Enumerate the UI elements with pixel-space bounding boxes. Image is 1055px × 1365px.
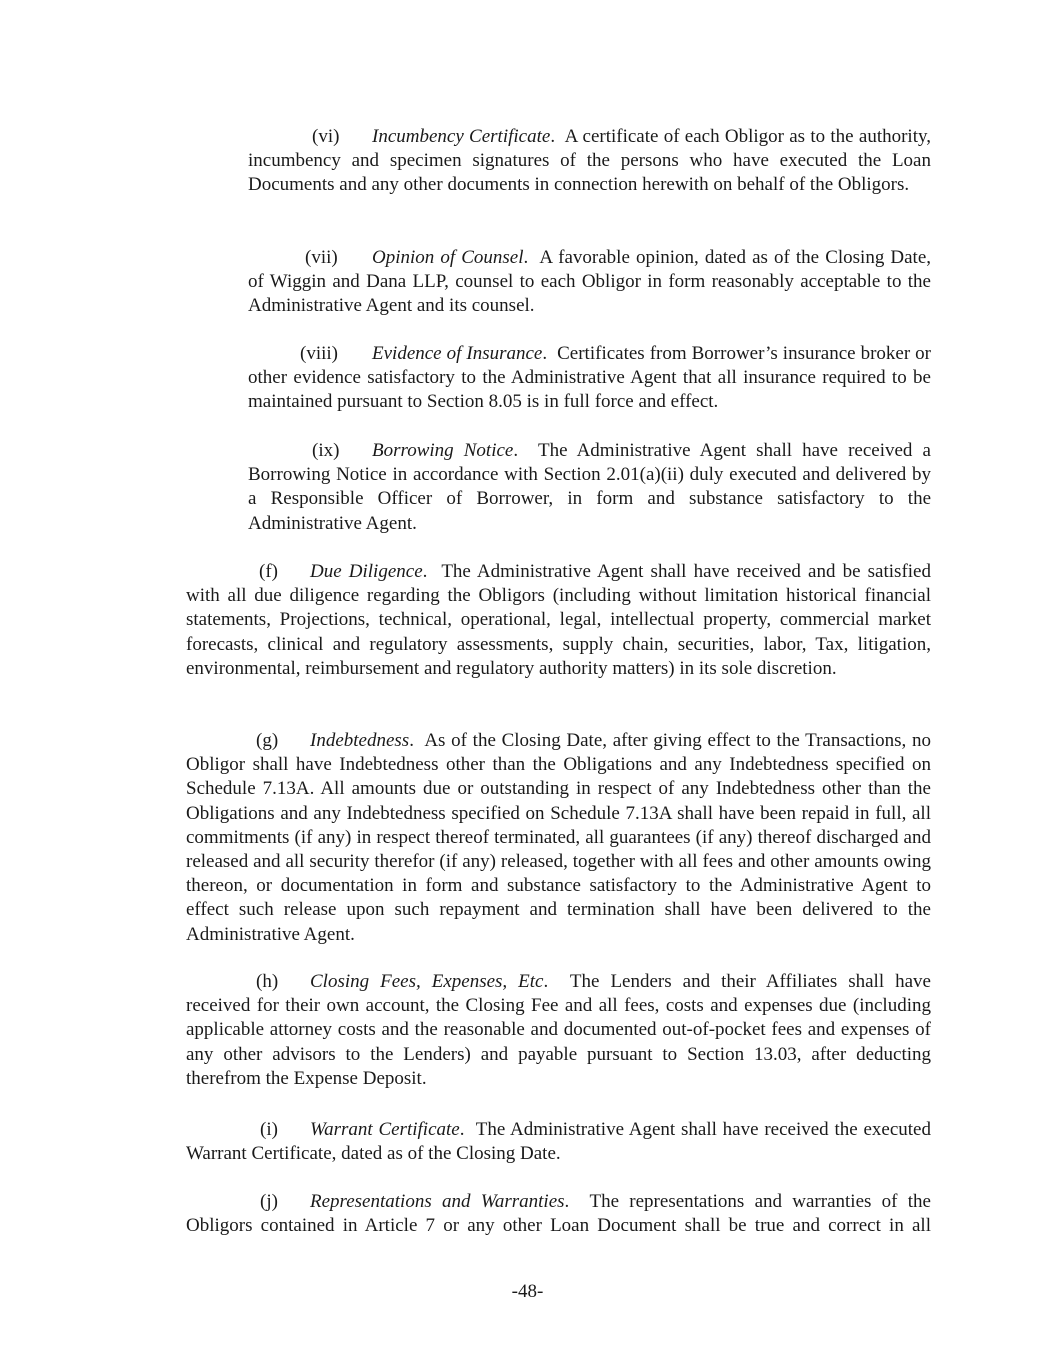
paragraph-h: (h) Closing Fees, Expenses, Etc. The Lenders and their Affiliates shall have received for their own account, the Closing Fee and all fees, costs and expenses due (including applicable attorney costs and the reasonable and documented out-of-pocket fees and expenses of any other advisors to the Lenders) and payable pursuant to Section 13.03, after deducting therefrom the Expense Deposit. xyxy=(186,971,931,1089)
paragraph-viii: (viii) Evidence of Insurance. Certificates from Borrower’s insurance broker or other evidence satisfactory to the Administrative Agent that all insurance required to be maintained pursuant to Section 8.05 is in full force and effect. xyxy=(248,343,932,413)
paragraph-number: (h) xyxy=(256,971,279,992)
paragraph-vi: (vi) Incumbency Certificate. A certificate of each Obligor as to the authority, incumbency and specimen signatures of the persons who have executed the Loan Documents and any other documents in connection herewith on behalf of the Obligors. xyxy=(248,126,931,196)
paragraph-body: A favorable opinion, dated as of the Closing Date, of Wiggin and Dana LLP, counsel to each Obligor in form reasonably acceptable to the Administrative Agent and its counsel. xyxy=(248,247,932,317)
paragraph-heading: Borrowing Notice xyxy=(372,440,514,461)
paragraph-heading: Due Diligence xyxy=(310,561,423,582)
paragraph-heading: Evidence of Insurance xyxy=(372,343,543,364)
page-number: -48- xyxy=(511,1281,544,1302)
paragraph-body: Certificates from Borrower’s insurance broker or other evidence satisfactory to the Administrative Agent that all insurance required to be maintained pursuant to Section 8.05 is in full force and effect. xyxy=(248,343,932,413)
paragraph-body: The Lenders and their Affiliates shall have received for their own account, the Closing Fee and all fees, costs and expenses due (including applicable attorney costs and the reasonable and documented out-of-pocket fees and expenses of any other advisors to the Lenders) and payable pursuant to Section 13.03, after deducting therefrom the Expense Deposit. xyxy=(186,971,931,1089)
paragraph-g: (g) Indebtedness. As of the Closing Date, after giving effect to the Transactions, no Obligor shall have Indebtedness other than the Obligations and any Indebtedness specified on Schedule 7.13A. All amounts due or outstanding in respect of any Indebtedness other than the Obligations and any Indebtedness specified on Schedule 7.13A shall have been repaid in full, all commitments (if any) in respect thereof terminated, all guarantees (if any) thereof discharged and released and all security therefor (if any) released, together with all fees and other amounts owing thereon, or documentation in form and substance satisfactory to the Administrative Agent to effect such release upon such repayment and termination shall have been delivered to the Administrative Agent. xyxy=(186,730,931,945)
paragraph-vii: (vii) Opinion of Counsel. A favorable opinion, dated as of the Closing Date, of Wiggin and Dana LLP, counsel to each Obligor in form reasonably acceptable to the Administrative Agent and its counsel. xyxy=(248,247,932,317)
paragraph-heading: Representations and Warranties xyxy=(310,1191,565,1212)
paragraph-body: The Administrative Agent shall have received and be satisfied with all due diligence regarding the Obligors (including without limitation historical financial statements, Projections, technical, operational, legal, intellectual property, commercial market forecasts, clinical and regulatory assessments, supply chain, securities, labor, Tax, litigation, environmental, reimbursement and regulatory authority matters) in its sole discretion. xyxy=(186,561,931,679)
paragraph-heading: Indebtedness xyxy=(310,730,410,751)
paragraph-heading: Incumbency Certificate xyxy=(372,126,551,147)
paragraph-number: (f) xyxy=(259,561,278,582)
paragraph-body: A certificate of each Obligor as to the authority, incumbency and specimen signatures of the persons who have executed the Loan Documents and any other documents in connection herewith on behalf of the Obligors. xyxy=(248,126,931,196)
paragraph-heading: Closing Fees, Expenses, Etc xyxy=(310,971,544,992)
paragraph-body: The Administrative Agent shall have received the executed Warrant Certificate, dated as of the Closing Date. xyxy=(186,1119,931,1165)
paragraph-number: (vi) xyxy=(312,126,340,147)
paragraph-number: (ix) xyxy=(312,440,340,461)
paragraph-number: (viii) xyxy=(300,343,338,364)
paragraph-number: (vii) xyxy=(305,247,338,268)
paragraph-f: (f) Due Diligence. The Administrative Agent shall have received and be satisfied with all due diligence regarding the Obligors (including without limitation historical financial statements, Projections, technical, operational, legal, intellectual property, commercial market forecasts, clinical and regulatory assessments, supply chain, securities, labor, Tax, litigation, environmental, reimbursement and regulatory authority matters) in its sole discretion. xyxy=(186,561,931,679)
paragraph-j: (j) Representations and Warranties. The representations and warranties of the Obligors contained in Article 7 or any other Loan Document shall be true and correct in all xyxy=(186,1191,931,1237)
paragraph-body: The Administrative Agent shall have received a Borrowing Notice in accordance with Section 2.01(a)(ii) duly executed and delivered by a Responsible Officer of Borrower, in form and substance satisfactory to the Administrative Agent. xyxy=(248,440,931,534)
paragraph-body: The representations and warranties of the Obligors contained in Article 7 or any other Loan Document shall be true and correct in all xyxy=(186,1191,931,1237)
paragraph-ix: (ix) Borrowing Notice. The Administrative Agent shall have received a Borrowing Notice in accordance with Section 2.01(a)(ii) duly executed and delivered by a Responsible Officer of Borrower, in form and substance satisfactory to the Administrative Agent. xyxy=(248,440,931,534)
paragraph-number: (i) xyxy=(260,1119,278,1140)
paragraph-body: As of the Closing Date, after giving effect to the Transactions, no Obligor shall have Indebtedness other than the Obligations and any Indebtedness specified on Schedule 7.13A. All amounts due or outstanding in respect of any Indebtedness other than the Obligations and any Indebtedness specified on Schedule 7.13A shall have been repaid in full, all commitments (if any) in respect thereof terminated, all guarantees (if any) thereof discharged and released and all security therefor (if any) released, together with all fees and other amounts owing thereon, or documentation in form and substance satisfactory to the Administrative Agent to effect such release upon such repayment and termination shall have been delivered to the Administrative Agent. xyxy=(186,730,931,945)
paragraph-heading: Warrant Certificate xyxy=(310,1119,460,1140)
paragraph-heading: Opinion of Counsel xyxy=(372,247,524,268)
paragraph-number: (j) xyxy=(260,1191,278,1212)
paragraph-i: (i) Warrant Certificate. The Administrative Agent shall have received the executed Warrant Certificate, dated as of the Closing Date. xyxy=(186,1119,931,1165)
paragraph-number: (g) xyxy=(256,730,279,751)
